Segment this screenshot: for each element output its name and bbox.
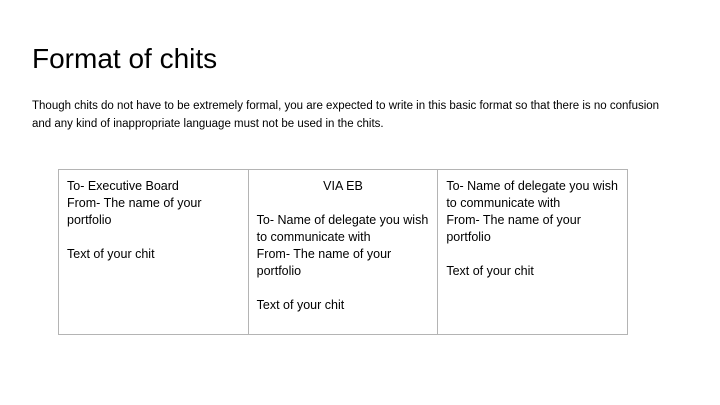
chit-cell-via-eb: [248, 170, 438, 335]
intro-paragraph: [32, 97, 702, 133]
chit-cell-to-delegate: [438, 170, 628, 335]
chit-to-line: To- Name of delegate you wish to communicate with: [446, 179, 618, 210]
chit-to-line: To- Executive Board: [67, 179, 179, 193]
spacer: [257, 195, 430, 212]
spacer: [257, 280, 430, 297]
chit-text-line: Text of your chit: [67, 247, 155, 261]
chit-text-line: Text of your chit: [256, 298, 345, 312]
chit-from-line: From- The name of your portfolio: [67, 196, 202, 227]
intro-line-1: Though chits do not have to be extremely formal, you are expected to write in this basic format so that there is no confusion: [32, 100, 660, 112]
intro-line-2: and any kind of inappropriate language must not be used in the chits.: [32, 118, 384, 130]
chit-via-heading: VIA EB: [323, 179, 363, 193]
spacer: [67, 229, 240, 246]
chit-from-line: From- The name of your portfolio: [446, 213, 581, 244]
slide-title: Format of chits: [32, 43, 218, 74]
chit-format-row: [59, 170, 628, 335]
chit-format-table: [58, 169, 628, 335]
chit-from-line: From- The name of your portfolio: [256, 247, 392, 278]
chit-cell-to-eb: [59, 170, 249, 335]
chit-text-line: Text of your chit: [446, 264, 534, 278]
chit-to-line: To- Name of delegate you wish to communicate with: [256, 213, 429, 244]
spacer: [446, 246, 619, 263]
